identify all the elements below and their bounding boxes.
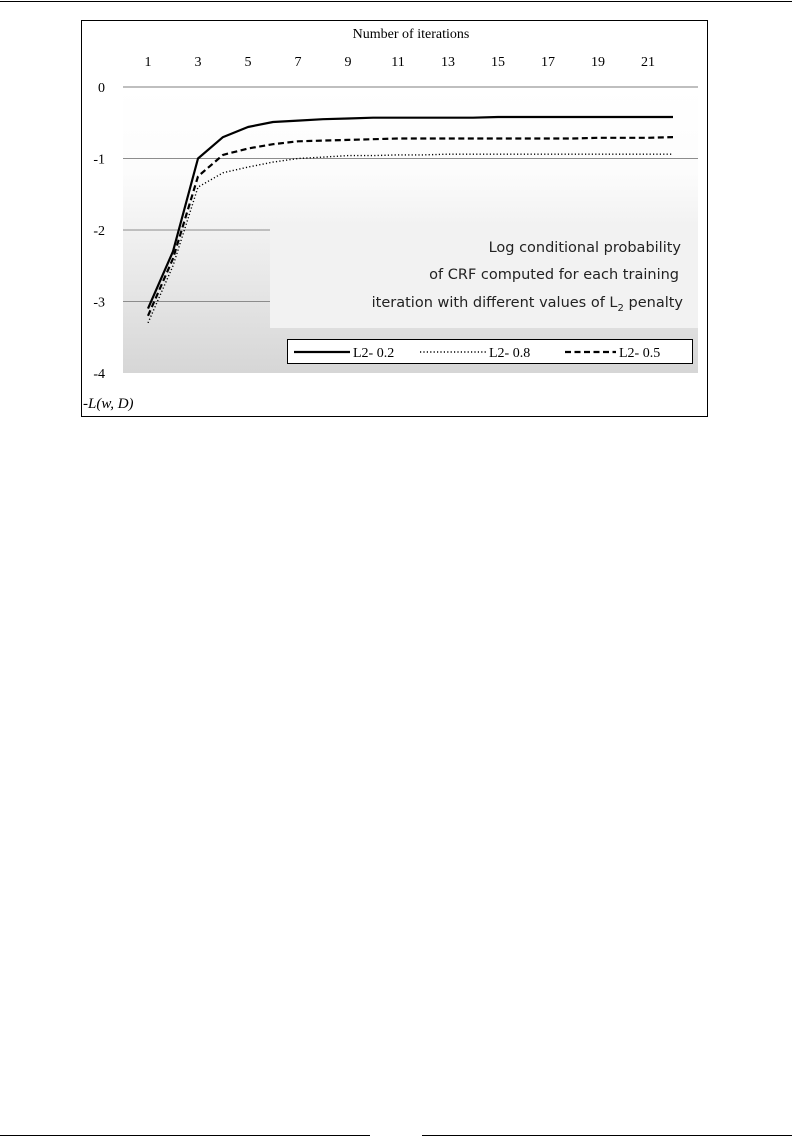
- y-tick-3: -3: [93, 295, 105, 311]
- legend: [288, 340, 693, 364]
- x-tick-3: 3: [194, 55, 202, 70]
- y-tick-4: -4: [93, 367, 105, 382]
- annotation-line-3-suffix: penalty: [623, 295, 683, 311]
- y-tick-0: 0: [98, 81, 105, 96]
- bottom-page-rule-right: [422, 1135, 792, 1136]
- annotation-line-2: of CRF computed for each training: [429, 267, 679, 283]
- legend-label-l2-0-8: L2- 0.8: [489, 346, 531, 361]
- y-axis-label: -L(w, D): [83, 396, 134, 412]
- x-tick-21: 21: [641, 55, 655, 70]
- annotation-line-3-subscript: 2: [617, 303, 624, 314]
- x-tick-1: 1: [144, 55, 152, 70]
- legend-label-l2-0-2: L2- 0.2: [353, 346, 395, 361]
- x-tick-17: 17: [541, 55, 555, 70]
- x-tick-19: 19: [591, 55, 605, 70]
- annotation-line-1: Log conditional probability: [488, 240, 681, 256]
- x-tick-5: 5: [244, 55, 252, 70]
- x-axis-title: Number of iterations: [352, 27, 470, 42]
- y-tick-1: -1: [93, 152, 105, 168]
- x-tick-9: 9: [344, 55, 352, 70]
- top-page-rule: [0, 1, 792, 2]
- x-tick-15: 15: [491, 55, 505, 70]
- annotation-line-3-prefix: iteration with different values of L: [371, 295, 618, 311]
- x-tick-7: 7: [294, 55, 302, 70]
- bottom-page-rule-left: [0, 1135, 370, 1136]
- y-tick-2: -2: [93, 224, 105, 239]
- legend-label-l2-0-5: L2- 0.5: [619, 346, 661, 361]
- x-tick-13: 13: [441, 55, 455, 70]
- x-tick-11: 11: [391, 55, 405, 70]
